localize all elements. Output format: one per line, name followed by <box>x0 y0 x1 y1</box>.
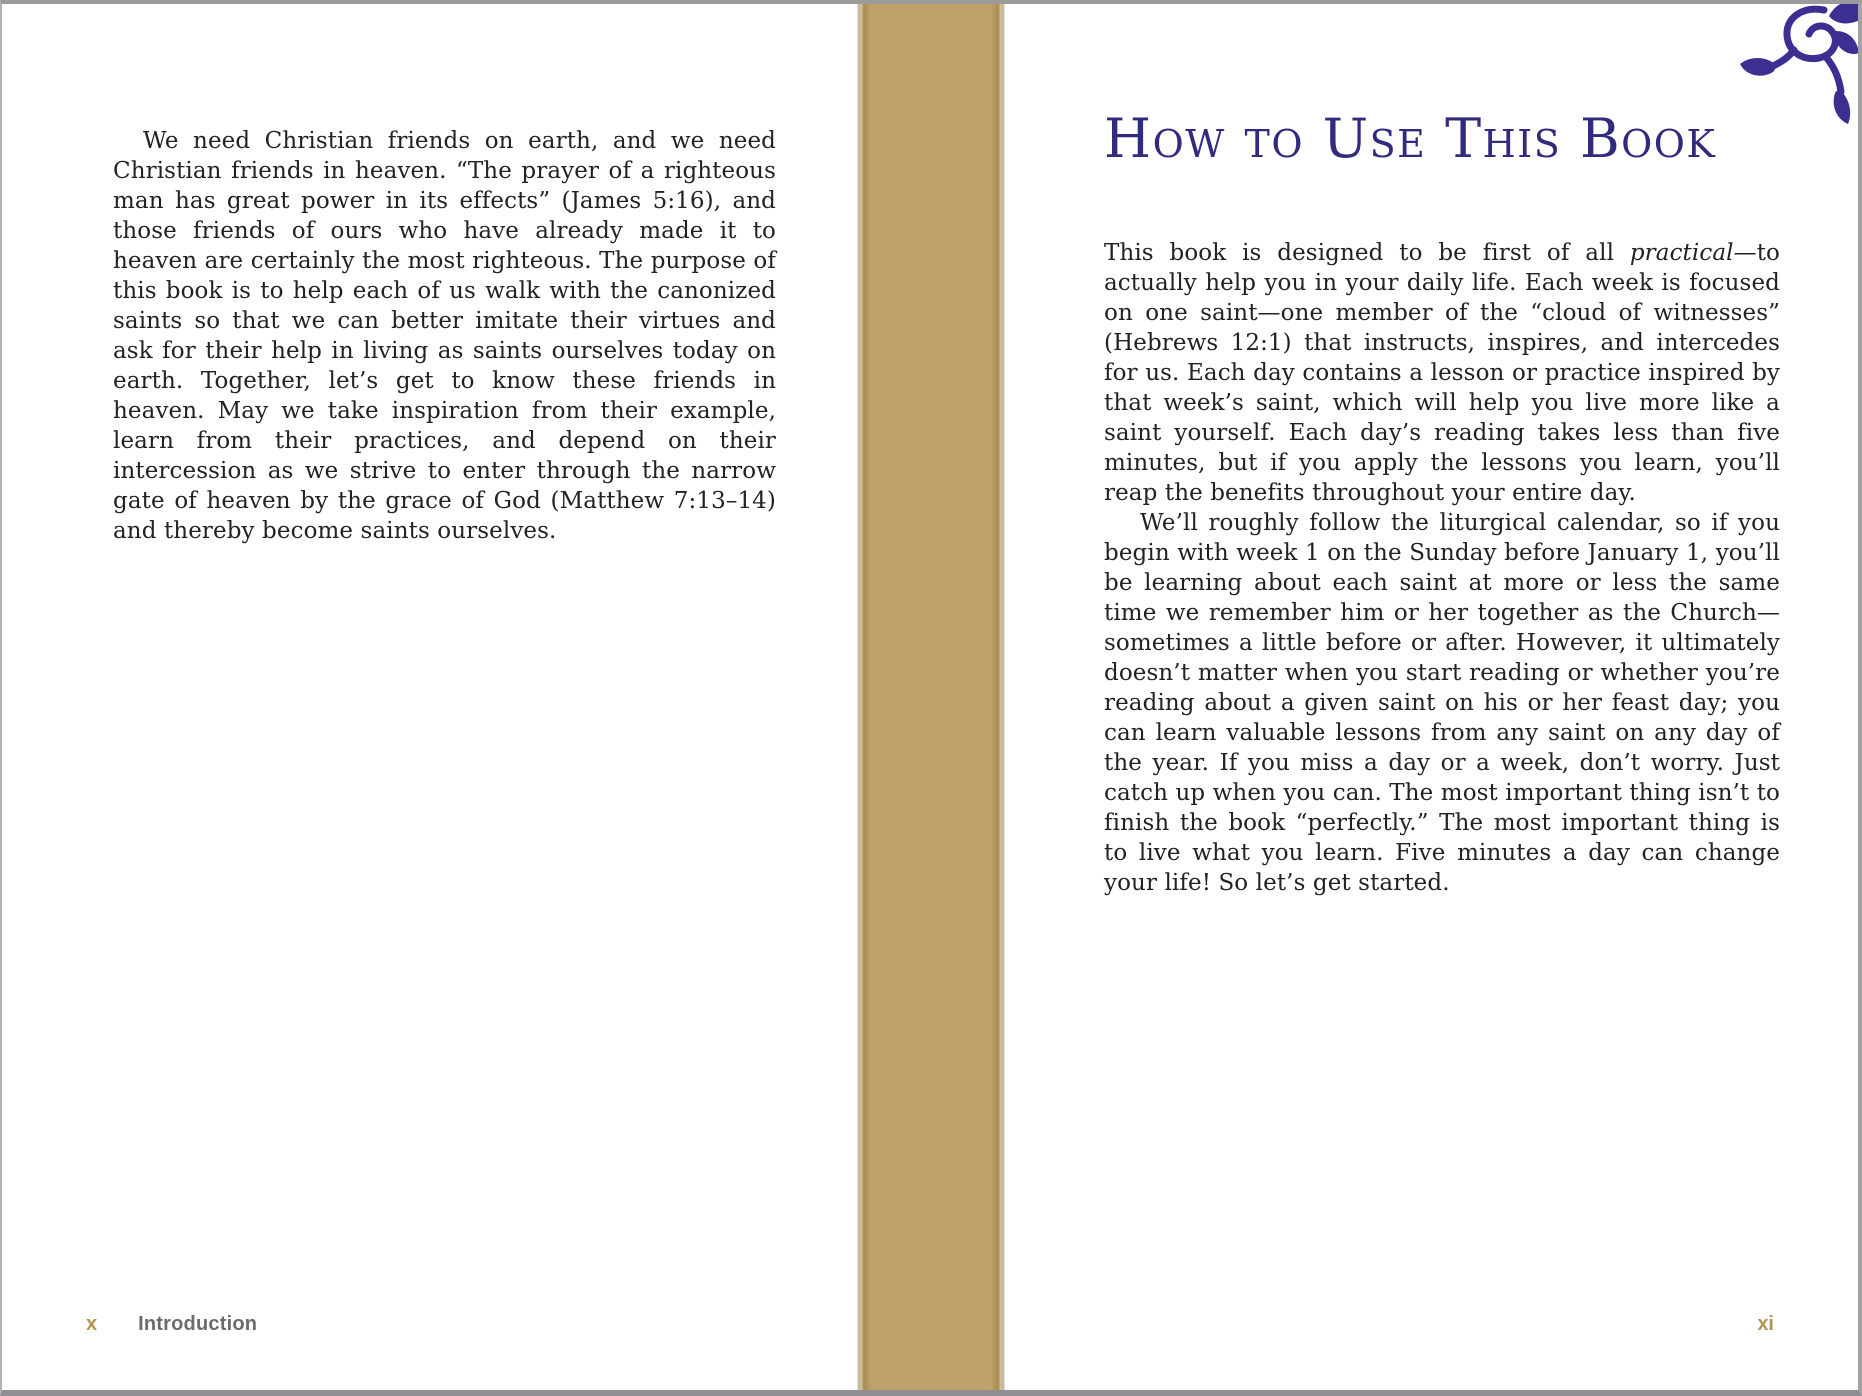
vine-leaf-ornament-icon <box>1736 4 1858 136</box>
paragraph-1-rest: —to actually help you in your daily life. Each week is focused on one saint—one member of the “cloud of witnesses” (Hebrews 12:1) that instructs, inspires, and intercedes for us. Each day contains a lesson or practice inspired by that week’s saint, which will help you live more like a saint yourself. Each day’s reading takes less than five minutes, but if you apply the lessons you learn, you’ll reap the benefits throughout your entire day. <box>1104 240 1780 506</box>
chapter-paragraph-2: We’ll roughly follow the liturgical calendar, so if you begin with week 1 on the Sunday before January 1, you’ll be learning about each saint at more or less the same time we remember him or her together as the Church—sometimes a little before or after. However, it ultimately doesn’t matter when you start reading or whether you’re reading about a given saint on his or her feast day; you can learn valuable lessons from any saint on any day of the year. If you miss a day or a week, don’t worry. Just catch up when you can. The most important thing isn’t to finish the book “perfectly.” The most important thing is to live what you learn. Five minutes a day can change your life! So let’s get started. <box>1104 510 1780 896</box>
right-page-number: xi <box>1757 1313 1774 1335</box>
introduction-paragraph: We need Christian friends on earth, and we need Christian friends in heaven. “The prayer of a righteous man has great power in its effects” (James 5:16), and those friends of ours who have already made it to heaven are certainly the most righteous. The purpose of this book is to help each of us walk with the canonized saints so that we can better imitate their virtues and ask for their help in living as saints ourselves today on earth. Together, let’s get to know these friends in heaven. May we take inspiration from their example, learn from their practices, and depend on their intercession as we strive to enter through the narrow gate of heaven by the grace of God (Matthew 7:13–14) and thereby become saints ourselves. <box>113 128 776 544</box>
left-page-footer <box>86 1312 257 1336</box>
left-page-number: x <box>86 1313 98 1335</box>
chapter-title: How to Use This Book <box>1104 107 1717 170</box>
paragraph-1-emphasis: practical <box>1629 240 1734 266</box>
paragraph-1-lead: This book is designed to be first of all <box>1104 240 1630 266</box>
right-page-footer <box>1757 1312 1774 1336</box>
chapter-paragraph-1 <box>1104 238 1780 508</box>
section-label: Introduction <box>138 1313 258 1335</box>
chapter-body <box>1104 238 1780 898</box>
book-spine-gutter <box>857 4 1005 1390</box>
